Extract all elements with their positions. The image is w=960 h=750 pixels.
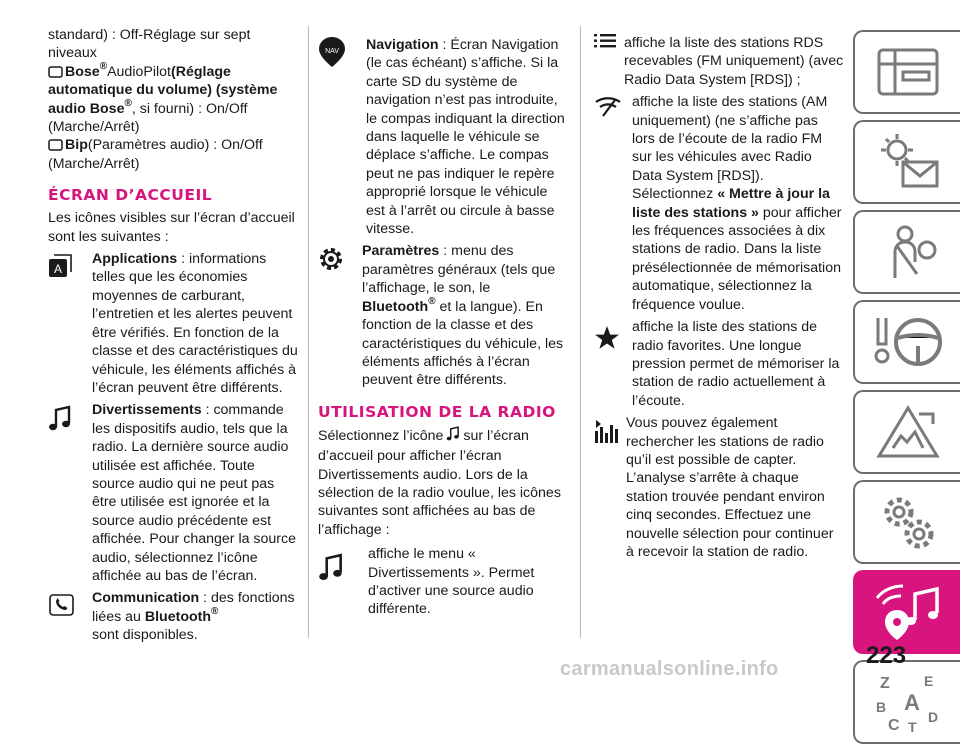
list-icon — [594, 34, 624, 89]
signal-icon — [594, 93, 632, 314]
car-dashboard-icon — [873, 44, 943, 100]
entry-music-menu: affiche le menu « Divertissements ». Permet d’activer une source audio différente. — [318, 545, 568, 619]
svg-text:NAV: NAV — [325, 48, 339, 55]
entry-applications: A Applications : informations telles que les économies moyennes de carburant, l’entretien et les alertes peuvent être vérifiés. En fonction de la classe et des caractéristiques du véhicule, les éléments affichés à l’écran peuvent être différents. — [48, 250, 300, 397]
svg-text:C: C — [887, 717, 900, 734]
entry-scan: Vous pouvez également rechercher les stations de radio qu’il est possible de capter. L’analyse s’arrête à chaque station trouvée pendant environ cinq secondes. Effectuez une nouvelle sélection pour continuer à recevoir la station de radio. — [594, 414, 844, 561]
section-title-radio: UTILISATION DE LA RADIO — [318, 402, 556, 421]
alphabet-index-icon — [870, 670, 946, 734]
seatbelt-airbag-icon — [873, 222, 943, 282]
gears-icon — [873, 490, 943, 554]
tab-car-dashboard[interactable] — [853, 30, 960, 114]
scan-icon — [594, 414, 626, 561]
svg-text:B: B — [875, 699, 886, 715]
svg-text:Z: Z — [879, 675, 890, 692]
watermark: carmanualsonline.info — [560, 658, 779, 680]
column-divider — [580, 26, 581, 638]
entry-am-list: affiche la liste des stations (AM uniquement) (ne s’affiche pas lors de l’écoute de la radio FM sur les véhicules avec Radio Data System [RDS]). Sélectionnez « Mettre à jour la liste des stations » pour afficher les fréquences associées à dix stations de radio. Dans la liste présélectionnée de mémorisation automatique, sélectionnez la fréquence voulue. — [594, 93, 844, 314]
star-icon — [594, 318, 632, 410]
column-divider — [308, 26, 309, 638]
checkbox-icon — [48, 66, 63, 78]
column-left — [48, 26, 300, 645]
page-number: 223 — [866, 642, 907, 669]
intro-line: standard) : Off-Réglage sur sept niveaux — [48, 27, 251, 62]
bip-line: Bip(Paramètres audio) : On/Off (Marche/Arrêt) — [48, 137, 263, 172]
bose-line: Bose®AudioPilot(Réglage automatique du volume) (système audio Bose®, si fourni) : On/Off (Marche/Arrêt) — [48, 61, 278, 136]
entry-navigation: NAV Navigation : Écran Navigation (le cas échéant) s’affiche. Si la carte SD du système de navigation n’est pas introduite, le compas indiquant la direction dans laquelle le véhicule se déplace s’affiche. Le compas peut ne pas indiquer le repère approprié lorsque le véhicule est à l’arrêt ou circule à basse vitesse. — [318, 36, 568, 238]
phone-icon — [48, 589, 92, 644]
tab-warning-lights[interactable] — [853, 120, 960, 204]
entry-settings: Paramètres : menu des paramètres généraux (tels que l’affichage, le son, le Bluetooth® et la langue). En fonction de la classe et des caractéristiques du véhicule, les éléments affichés à l’écran peuvent être différents. — [318, 242, 568, 389]
music-note-icon — [318, 545, 368, 619]
checkbox-icon — [48, 139, 63, 151]
section-intro: Les icônes visibles sur l’écran d’accueil sont les suivantes : — [48, 210, 295, 245]
music-note-icon — [48, 401, 92, 585]
svg-text:E: E — [923, 673, 933, 689]
column-middle — [318, 26, 568, 619]
svg-text:A: A — [903, 690, 920, 715]
navigation-icon — [318, 36, 366, 238]
multimedia-icon — [871, 580, 945, 644]
gear-icon — [318, 242, 362, 389]
svg-text:D: D — [927, 709, 938, 725]
music-note-inline-icon — [446, 426, 460, 447]
entry-entertainment: Divertissements : commande les dispositifs audio, tels que la radio. La dernière source audio utilisée est affichée. Toute source audio qui ne peut pas être utilisée est ignorée et la source audio précédente est affichée. Pour changer la source audio, sélectionnez l’icône affichée au bas de l’écran. — [48, 401, 300, 585]
tab-alphabet-index[interactable] — [853, 660, 960, 744]
steering-wheel-icon — [868, 312, 948, 372]
tab-steering-wheel[interactable] — [853, 300, 960, 384]
entry-rds-list: affiche la liste des stations RDS recevables (FM uniquement) (avec Radio Data System [RDS]) ; — [594, 34, 844, 89]
column-right — [594, 26, 844, 561]
warning-triangle-icon — [873, 402, 943, 462]
tab-warning-triangle[interactable] — [853, 390, 960, 474]
svg-text:T: T — [907, 719, 917, 735]
svg-text:A: A — [53, 262, 63, 277]
tab-seatbelt-airbag[interactable] — [853, 210, 960, 294]
warning-lights-icon — [873, 132, 943, 192]
radio-instructions: Sélectionnez l’icône sur l’écran d’accueil pour afficher l’écran Divertissements audio. Lors de la sélection de la radio voulue, les icônes suivantes sont affichées au bas de l’affichage : — [318, 427, 561, 538]
applications-icon — [48, 250, 92, 397]
tab-gears[interactable] — [853, 480, 960, 564]
entry-communication: Communication : des fonctions liées au Bluetooth® sont disponibles. — [48, 589, 300, 644]
section-title-home: ÉCRAN D’ACCUEIL — [48, 186, 213, 205]
entry-favorites: affiche la liste des stations de radio favorites. Une longue pression permet de mémoriser la station de radio actuellement à l’écoute. — [594, 318, 844, 410]
